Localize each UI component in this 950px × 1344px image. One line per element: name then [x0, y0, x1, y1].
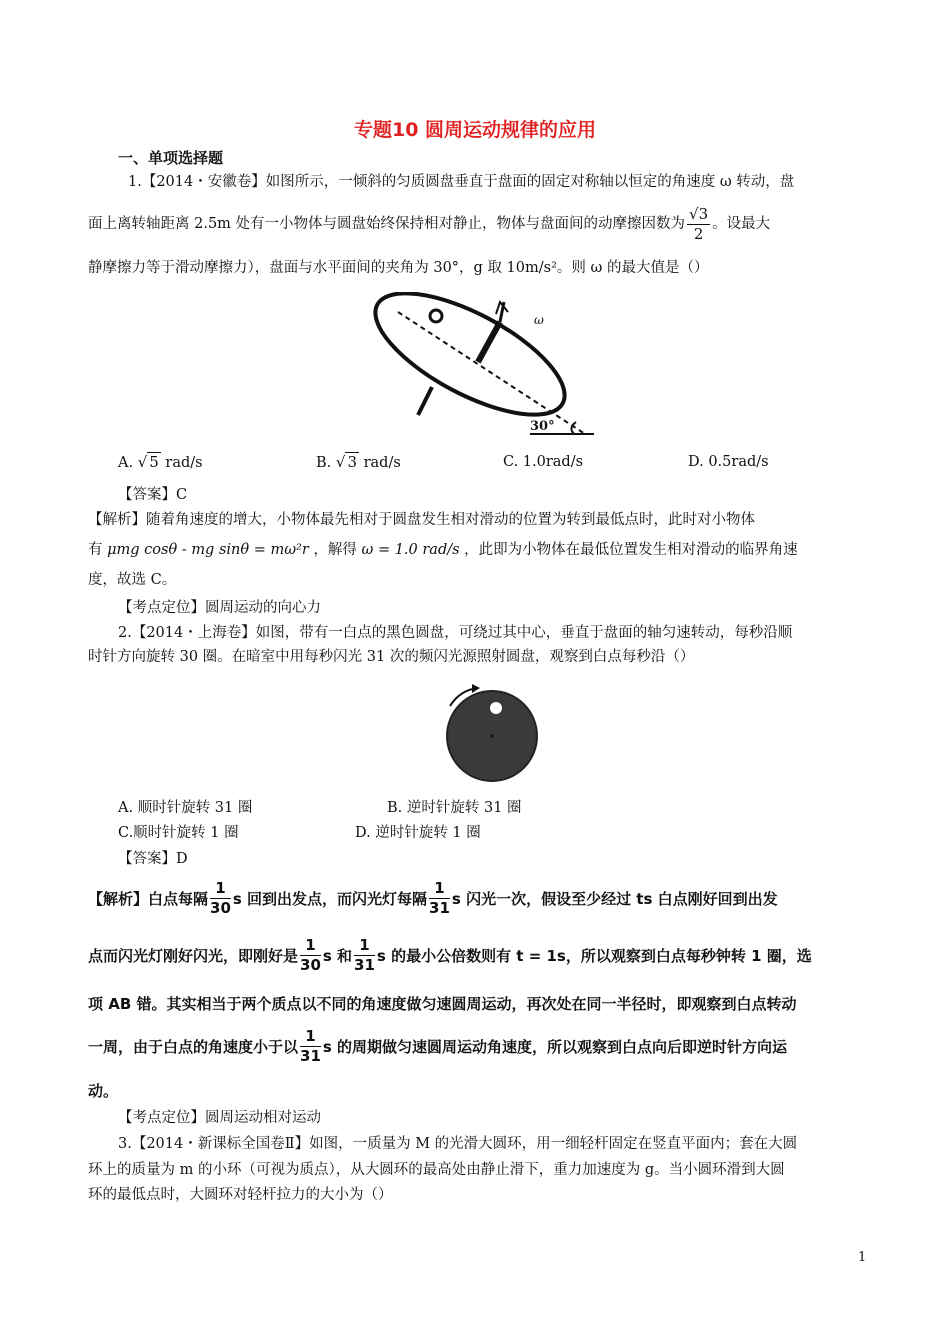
a4-post: s 的周期做匀速圆周运动角速度，所以观察到白点向后即逆时针方向运: [322, 1037, 788, 1056]
fraction-1-31c: [300, 1027, 321, 1066]
option-b-unit: rad/s: [363, 455, 401, 471]
q2-line2: 时针方向旋转 30 圈。在暗室中用每秒闪光 31 次的频闪光源照射圆盘，观察到白点每秒沿（）: [88, 649, 695, 665]
analysis2-pre: 有: [88, 542, 103, 558]
q2-option-a: A. 顺时针旋转 31 圈: [118, 800, 253, 816]
a4-pre: 一周，由于白点的角速度小于以: [88, 1037, 299, 1056]
frac5-num: 1: [300, 1027, 321, 1047]
fraction-1-31b: [354, 936, 375, 975]
page-number: 1: [858, 1250, 867, 1265]
angle-label: 30°: [530, 419, 555, 434]
q3-line3: 环的最低点时，大圆环对轻杆拉力的大小为（）: [88, 1187, 393, 1203]
q1-line2-tail: 。设最大: [712, 216, 771, 232]
q1-line3: 静摩擦力等于滑动摩擦力），盘面与水平面间的夹角为 30°，g 取 10m/s²。则 ω 的最大值是（）: [88, 260, 709, 276]
frac3-den: 30: [300, 955, 321, 974]
fraction-1-31: [429, 879, 450, 918]
section-heading: 一、单项选择题: [118, 149, 224, 167]
q2-analysis-line5: 动。: [88, 1082, 119, 1100]
q2-line1: 2.【2014・上海卷】如图，带有一白点的黑色圆盘，可绕过其中心，垂直于盘面的轴匀速转动，每秒沿顺: [118, 625, 793, 641]
frac3-num: 1: [300, 936, 321, 956]
sqrt-5: √ 5: [137, 453, 159, 471]
q1-analysis-line1: 【解析】随着角速度的增大，小物体最先相对于圆盘发生相对滑动的位置为转到最低点时，此时对小物体: [88, 512, 755, 528]
friction-equation: μmg cosθ - mg sinθ = mω²r: [107, 542, 309, 558]
fraction-1-30b: [300, 936, 321, 975]
q1-analysis-line3: 度，故选 C。: [88, 572, 177, 588]
a2-post: s 的最小公倍数则有 t = 1s，所以观察到白点每秒钟转 1 圈，选: [376, 946, 812, 965]
q2-kaodian: 【考点定位】圆周运动相对运动: [118, 1110, 321, 1126]
sqrt-5-radicand: 5: [149, 453, 159, 471]
q1-line1: 1.【2014・安徽卷】如图所示，一倾斜的匀质圆盘垂直于盘面的固定对称轴以恒定的角速度 ω 转动，盘: [128, 174, 795, 190]
option-b-letter: B.: [316, 455, 332, 471]
fraction-1-30: [210, 879, 231, 918]
frac5-den: 31: [300, 1046, 321, 1065]
q2-option-d: D. 逆时针旋转 1 圈: [355, 825, 481, 841]
q1-option-a: [118, 452, 203, 473]
q2-option-b: B. 逆时针旋转 31 圈: [387, 800, 522, 816]
svg-text:ω: ω: [534, 313, 544, 327]
frac2-num: 1: [429, 879, 450, 899]
frac2-den: 31: [429, 898, 450, 917]
omega-result: ω = 1.0 rad/s: [361, 542, 460, 558]
option-a-unit: rad/s: [165, 455, 203, 471]
q2-option-c: C.顺时针旋转 1 圈: [118, 825, 239, 841]
q3-line1: 3.【2014・新课标全国卷Ⅱ】如图，一质量为 M 的光滑大圆环，用一细轻杆固定在竖直平面内；套在大圆: [118, 1136, 798, 1152]
frac1-den: 30: [210, 898, 231, 917]
sqrt-3-radicand: 3: [347, 453, 357, 471]
q3-line2: 环上的质量为 m 的小环（可视为质点），从大圆环的最高处由静止滑下，重力加速度为 g。当小圆环滑到大圆: [88, 1162, 785, 1178]
q1-line2-text: 面上离转轴距离 2.5m 处有一小物体与圆盘始终保持相对静止，物体与盘面间的动摩擦因数为: [88, 216, 686, 232]
q2-analysis-line4: [88, 1024, 787, 1068]
option-a-letter: A.: [118, 455, 134, 471]
tilted-disc-figure: [370, 292, 600, 442]
page-title: 专题10 圆周运动规律的应用: [353, 119, 597, 141]
q1-option-c: C. 1.0rad/s: [503, 454, 584, 470]
frac4-den: 31: [354, 955, 375, 974]
a2-and: s 和: [322, 946, 353, 965]
a1-pre: 【解析】白点每隔: [88, 889, 209, 908]
analysis2-post: ，此即为小物体在最低位置发生相对滑动的临界角速: [464, 542, 798, 558]
a2-pre: 点而闪光灯刚好闪光，即刚好是: [88, 946, 299, 965]
q2-analysis-line3: 项 AB 错。其实相当于两个质点以不同的角速度做匀速圆周运动，再次处在同一半径时，即观察到白点转动: [88, 995, 797, 1013]
q1-answer: 【答案】C: [118, 487, 188, 503]
mu-fraction: [687, 205, 710, 244]
a1-mid: s 回到出发点，而闪光灯每隔: [232, 889, 428, 908]
q1-analysis-line2: [88, 540, 798, 560]
q2-analysis-line2: [88, 933, 812, 977]
frac4-num: 1: [354, 936, 375, 956]
sqrt-3: √ 3: [335, 453, 357, 471]
mu-denominator: 2: [693, 224, 704, 243]
a1-post: s 闪光一次，假设至少经过 ts 白点刚好回到出发: [451, 889, 778, 908]
q2-answer: 【答案】D: [118, 851, 188, 867]
mu-numerator: √3: [689, 204, 709, 223]
analysis2-mid: ，解得: [313, 542, 357, 558]
q1-option-d: D. 0.5rad/s: [688, 454, 769, 470]
black-disc-figure: [440, 684, 550, 784]
q1-option-b: [316, 452, 401, 473]
frac1-num: 1: [210, 879, 231, 899]
q1-kaodian: 【考点定位】圆周运动的向心力: [118, 600, 321, 616]
q2-analysis-line1: [88, 876, 778, 920]
q1-line2: [88, 202, 770, 246]
